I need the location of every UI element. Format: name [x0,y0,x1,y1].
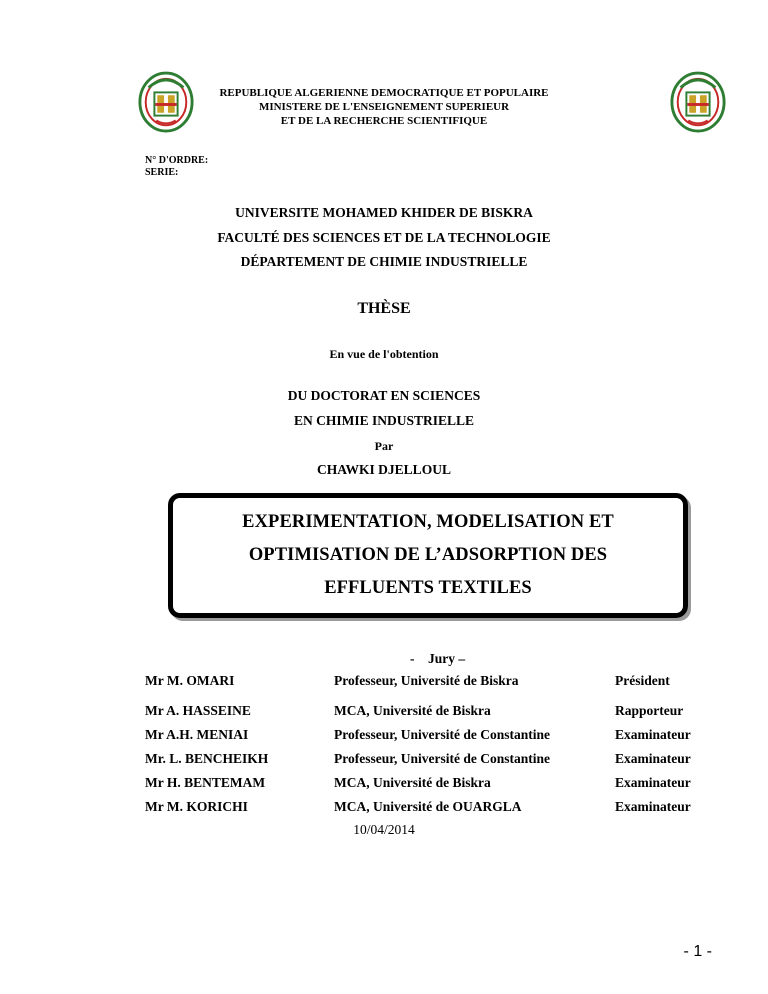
header-line-1: REPUBLIQUE ALGERIENNE DEMOCRATIQUE ET POPULAIRE [219,87,549,99]
ministry-header [0,86,768,128]
degree-line-1: DU DOCTORAT EN SCIENCES [287,388,481,403]
jury-label: Jury – [428,651,466,666]
jury-member-affiliation: Professeur, Université de Biskra [334,673,519,688]
jury-member-name: Mr. L. BENCHEIKH [145,751,269,766]
jury-member-role: Examinateur [615,751,691,766]
page-number: - 1 - [683,943,712,960]
thesis-title-line-1: EXPERIMENTATION, MODELISATION ET [242,512,614,532]
thesis-title-line-2: OPTIMISATION DE L’ADSORPTION DES [248,545,608,565]
jury-member-name: Mr H. BENTEMAM [145,775,266,790]
order-block [145,155,208,179]
jury-member-name: Mr M. OMARI [145,673,235,688]
jury-member-name: Mr A. HASSEINE [145,703,251,718]
jury-member-name: Mr M. KORICHI [145,799,248,814]
jury-member-role: Rapporteur [615,703,684,718]
thesis-title-line-3: EFFLUENTS TEXTILES [324,578,532,598]
jury-member-affiliation: MCA, Université de Biskra [334,775,491,790]
degree-line-2: EN CHIMIE INDUSTRIELLE [293,413,475,428]
purpose-line: En vue de l'obtention [329,347,439,361]
author-name: CHAWKI DJELLOUL [317,462,451,477]
jury-member-affiliation: MCA, Université de OUARGLA [334,799,522,814]
defense-date: 10/04/2014 [353,822,415,837]
faculty-name: FACULTÉ DES SCIENCES ET DE LA TECHNOLOGIE [217,230,551,245]
jury-member-name: Mr A.H. MENIAI [145,727,249,742]
university-name: UNIVERSITE MOHAMED KHIDER DE BISKRA [235,205,533,220]
jury-member-role: Examinateur [615,775,691,790]
jury-member-role: Examinateur [615,799,691,814]
document-type: THÈSE [357,300,411,317]
serie-label: SERIE: [145,167,179,178]
department-name: DÉPARTEMENT DE CHIMIE INDUSTRIELLE [240,254,528,269]
header-line-2: MINISTERE DE L'ENSEIGNEMENT SUPERIEUR [258,101,510,113]
jury-member-affiliation: MCA, Université de Biskra [334,703,491,718]
jury-member-role: Examinateur [615,727,691,742]
order-number-label: N° D'ORDRE: [145,155,209,166]
jury-member-affiliation: Professeur, Université de Constantine [334,751,550,766]
by-label: Par [374,439,394,453]
jury-dash: - [410,651,415,666]
header-line-3: ET DE LA RECHERCHE SCIENTIFIQUE [280,115,488,127]
jury-member-affiliation: Professeur, Université de Constantine [334,727,550,742]
jury-member-role: Président [615,673,670,688]
